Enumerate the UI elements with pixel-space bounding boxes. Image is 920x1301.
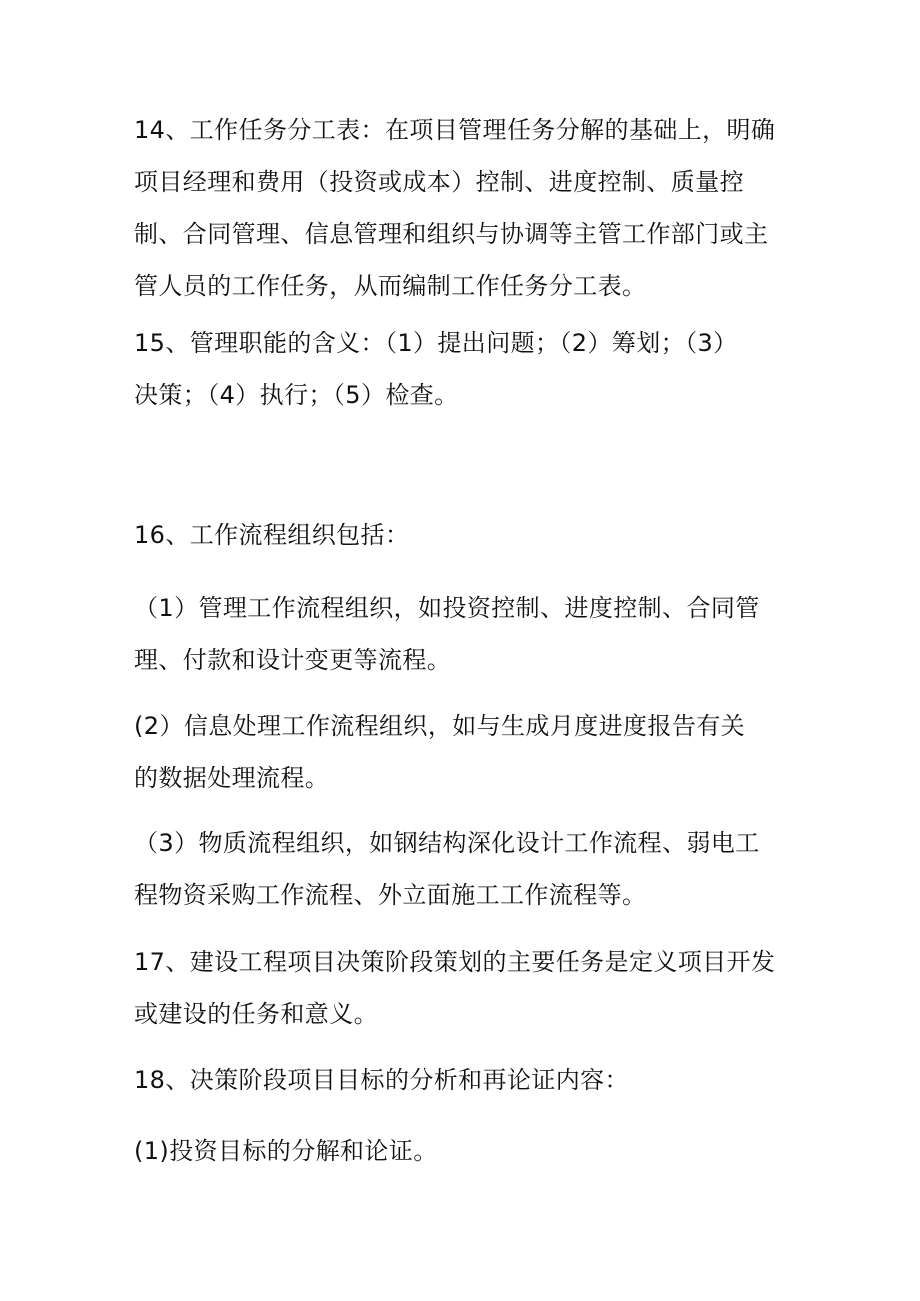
paragraph-16-workflow-organization xyxy=(134,509,784,561)
text-line: 决策；（4）执行；（5）检查。 xyxy=(134,381,459,409)
text-line: 16、工作流程组织包括： xyxy=(134,521,410,549)
paragraph-17-decision-phase-planning xyxy=(134,936,784,1040)
text-line: 制、合同管理、信息管理和组织与协调等主管工作部门或主 xyxy=(134,220,769,248)
paragraph-16-item-2 xyxy=(134,700,784,804)
text-line: 17、建设工程项目决策阶段策划的主要任务是定义项目开发 xyxy=(134,948,776,976)
paragraph-16-item-1 xyxy=(134,582,784,686)
paragraph-16-item-3 xyxy=(134,817,784,921)
text-line: 程物资采购工作流程、外立面施工工作流程等。 xyxy=(134,881,647,909)
text-line: 理、付款和设计变更等流程。 xyxy=(134,646,452,674)
text-line: 18、决策阶段项目目标的分析和再论证内容： xyxy=(134,1066,629,1094)
text-line: （3）物质流程组织，如钢结构深化设计工作流程、弱电工 xyxy=(134,829,760,857)
text-line: 或建设的任务和意义。 xyxy=(134,1000,378,1028)
text-line: 15、管理职能的含义：（1）提出问题；（2）筹划；（3） xyxy=(134,329,738,357)
text-line: 14、工作任务分工表：在项目管理任务分解的基础上，明确 xyxy=(134,116,776,144)
paragraph-18-item-1 xyxy=(134,1125,784,1177)
paragraph-18-objective-analysis xyxy=(134,1054,784,1106)
text-line: 项目经理和费用（投资或成本）控制、进度控制、质量控 xyxy=(134,168,744,196)
text-line: （1）管理工作流程组织，如投资控制、进度控制、合同管 xyxy=(134,594,760,622)
paragraph-15-management-functions xyxy=(134,317,784,421)
text-line: 的数据处理流程。 xyxy=(134,764,330,792)
paragraph-14-work-task-division xyxy=(134,104,784,312)
text-line: 管人员的工作任务，从而编制工作任务分工表。 xyxy=(134,272,647,300)
text-line: (2）信息处理工作流程组织，如与生成月度进度报告有关 xyxy=(134,712,746,740)
text-line: (1)投资目标的分解和论证。 xyxy=(134,1137,438,1165)
